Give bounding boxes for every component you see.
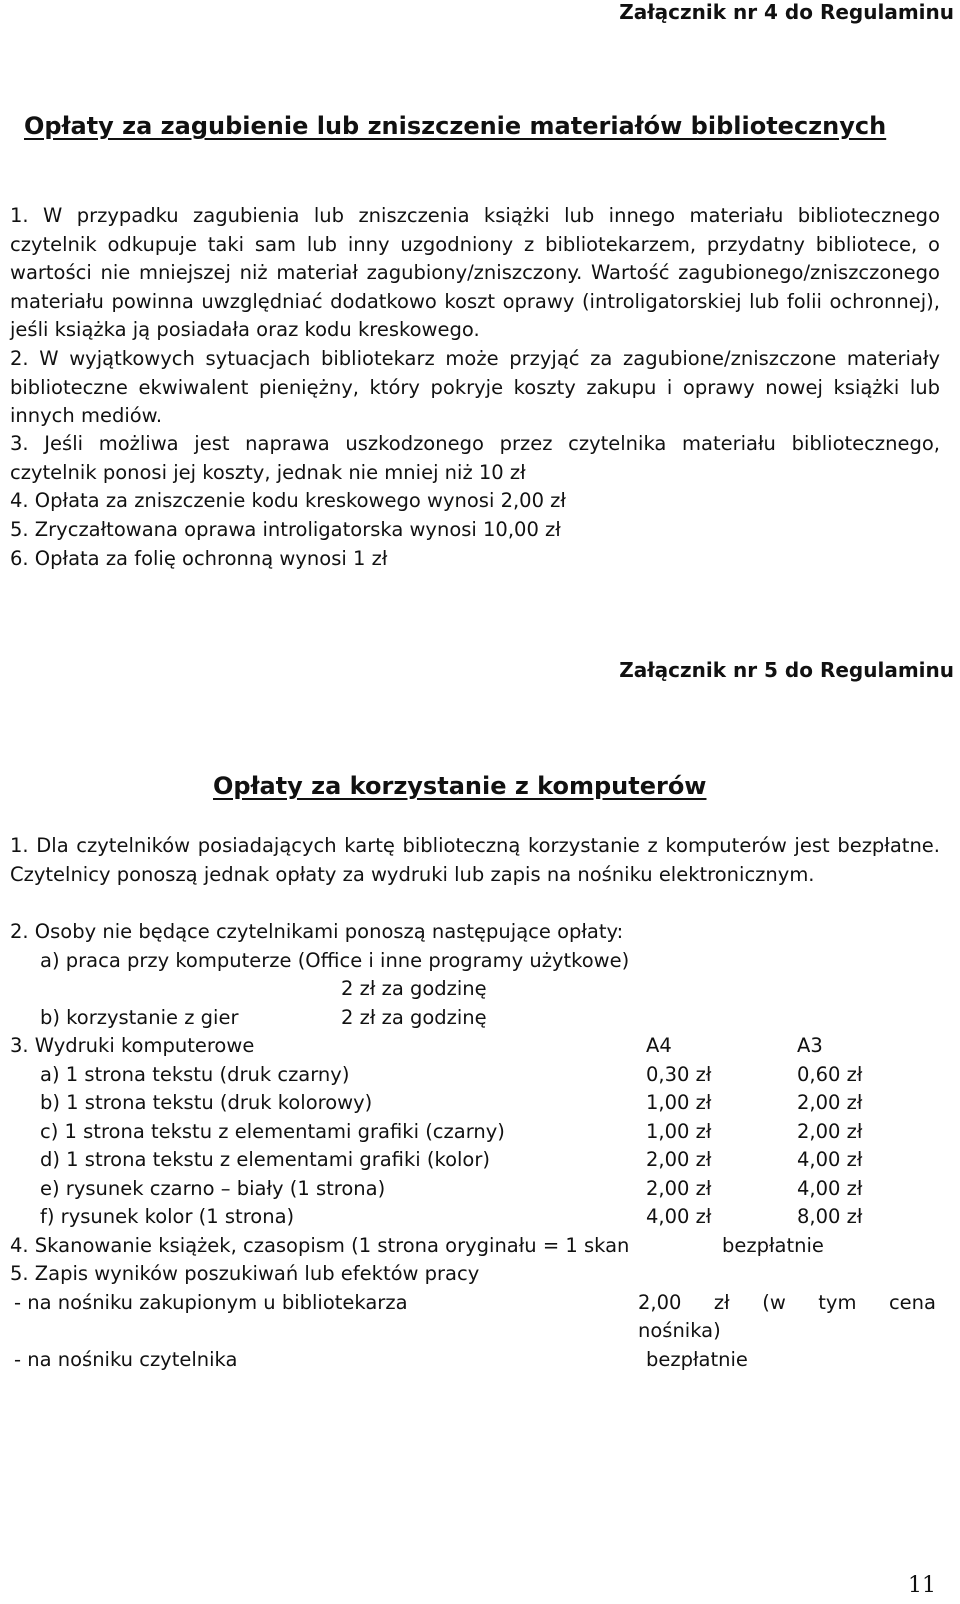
annex-5-item-5a: - na nośniku zakupionym u bibliotekarza	[14, 1291, 408, 1314]
annex-4-item-5: 5. Zryczałtowana oprawa introligatorska wynosi 10,00 zł	[10, 518, 561, 541]
print-row-label: e) rysunek czarno – biały (1 strona)	[40, 1177, 386, 1200]
annex-5-item-2b: b) korzystanie z gier	[40, 1006, 239, 1029]
print-row-a4: 1,00 zł	[646, 1120, 712, 1143]
print-row-a4: 2,00 zł	[646, 1148, 712, 1171]
print-row-label: b) 1 strona tekstu (druk kolorowy)	[40, 1091, 373, 1114]
annex-5-item-2b-price: 2 zł za godzinę	[341, 1006, 487, 1029]
print-row-a4: 1,00 zł	[646, 1091, 712, 1114]
print-row-a3: 2,00 zł	[797, 1120, 863, 1143]
print-row-label: f) rysunek kolor (1 strona)	[40, 1205, 295, 1228]
print-row-a4: 4,00 zł	[646, 1205, 712, 1228]
annex-4-item-6: 6. Opłata za folię ochronną wynosi 1 zł	[10, 547, 388, 570]
annex-5-item-3: 3. Wydruki komputerowe	[10, 1034, 255, 1057]
print-row-a3: 0,60 zł	[797, 1063, 863, 1086]
column-header-a4: A4	[646, 1034, 672, 1057]
print-row-a4: 2,00 zł	[646, 1177, 712, 1200]
annex-4-heading: Opłaty za zagubienie lub zniszczenie materiałów bibliotecznych	[24, 112, 887, 140]
annex-5-item-2a: a) praca przy komputerze (Office i inne programy użytkowe)	[40, 949, 630, 972]
print-row-a3: 4,00 zł	[797, 1148, 863, 1171]
annex-5-title: Załącznik nr 5 do Regulaminu	[619, 658, 954, 682]
annex-5-item-5: 5. Zapis wyników poszukiwań lub efektów pracy	[10, 1262, 480, 1285]
annex-5-item-5a-price-line1: 2,00 zł (w tym cena	[638, 1291, 936, 1314]
annex-5-item-5a-price-line2: nośnika)	[638, 1319, 721, 1342]
annex-4-title: Załącznik nr 4 do Regulaminu	[619, 0, 954, 24]
print-row-a3: 2,00 zł	[797, 1091, 863, 1114]
print-row-label: d) 1 strona tekstu z elementami grafiki (kolor)	[40, 1148, 490, 1171]
annex-5-heading: Opłaty za korzystanie z komputerów	[213, 772, 707, 800]
print-row-label: c) 1 strona tekstu z elementami grafiki (czarny)	[40, 1120, 505, 1143]
annex-5-item-5b-price: bezpłatnie	[646, 1348, 748, 1371]
print-row-a3: 8,00 zł	[797, 1205, 863, 1228]
annex-4-item-4: 4. Opłata za zniszczenie kodu kreskowego wynosi 2,00 zł	[10, 489, 566, 512]
annex-4-item-2: 2. W wyjątkowych sytuacjach bibliotekarz może przyjąć za zagubione/zniszczone materiały biblioteczne ekwiwalent pieniężny, który pokryje koszty zakupu i oprawy nowej książki lub innych mediów.	[10, 347, 940, 428]
print-row-a3: 4,00 zł	[797, 1177, 863, 1200]
annex-4-item-1: 1. W przypadku zagubienia lub zniszczenia książki lub innego materiału bibliotecznego czytelnik odkupuje taki sam lub inny uzgodniony z bibliotekarzem, przydatny bibliotece, o wartości nie mniejszej niż materiał zagubiony/zniszczony. Wartość zagubionego/zniszczonego materiału powinna uwzględniać dodatkowo koszt oprawy (introligatorskiej lub folii ochronnej), jeśli książka ją posiadała oraz kodu kreskowego.	[10, 204, 940, 342]
print-row-label: a) 1 strona tekstu (druk czarny)	[40, 1063, 350, 1086]
annex-5-item-4-price: bezpłatnie	[722, 1234, 824, 1257]
page-number: 11	[908, 1573, 936, 1598]
annex-5-item-1: 1. Dla czytelników posiadających kartę biblioteczną korzystanie z komputerów jest bezpłatne. Czytelnicy ponoszą jednak opłaty za wydruki lub zapis na nośniku elektronicznym.	[10, 834, 940, 886]
annex-5-item-2: 2. Osoby nie będące czytelnikami ponoszą następujące opłaty:	[10, 920, 624, 943]
annex-5-item-4: 4. Skanowanie książek, czasopism (1 strona oryginału = 1 skan	[10, 1234, 630, 1257]
annex-5-item-5b: - na nośniku czytelnika	[14, 1348, 238, 1371]
column-header-a3: A3	[797, 1034, 823, 1057]
print-row-a4: 0,30 zł	[646, 1063, 712, 1086]
annex-5-item-2a-price: 2 zł za godzinę	[341, 977, 487, 1000]
annex-4-item-3: 3. Jeśli możliwa jest naprawa uszkodzonego przez czytelnika materiału bibliotecznego, czytelnik ponosi jej koszty, jednak nie mniej niż 10 zł	[10, 432, 940, 484]
